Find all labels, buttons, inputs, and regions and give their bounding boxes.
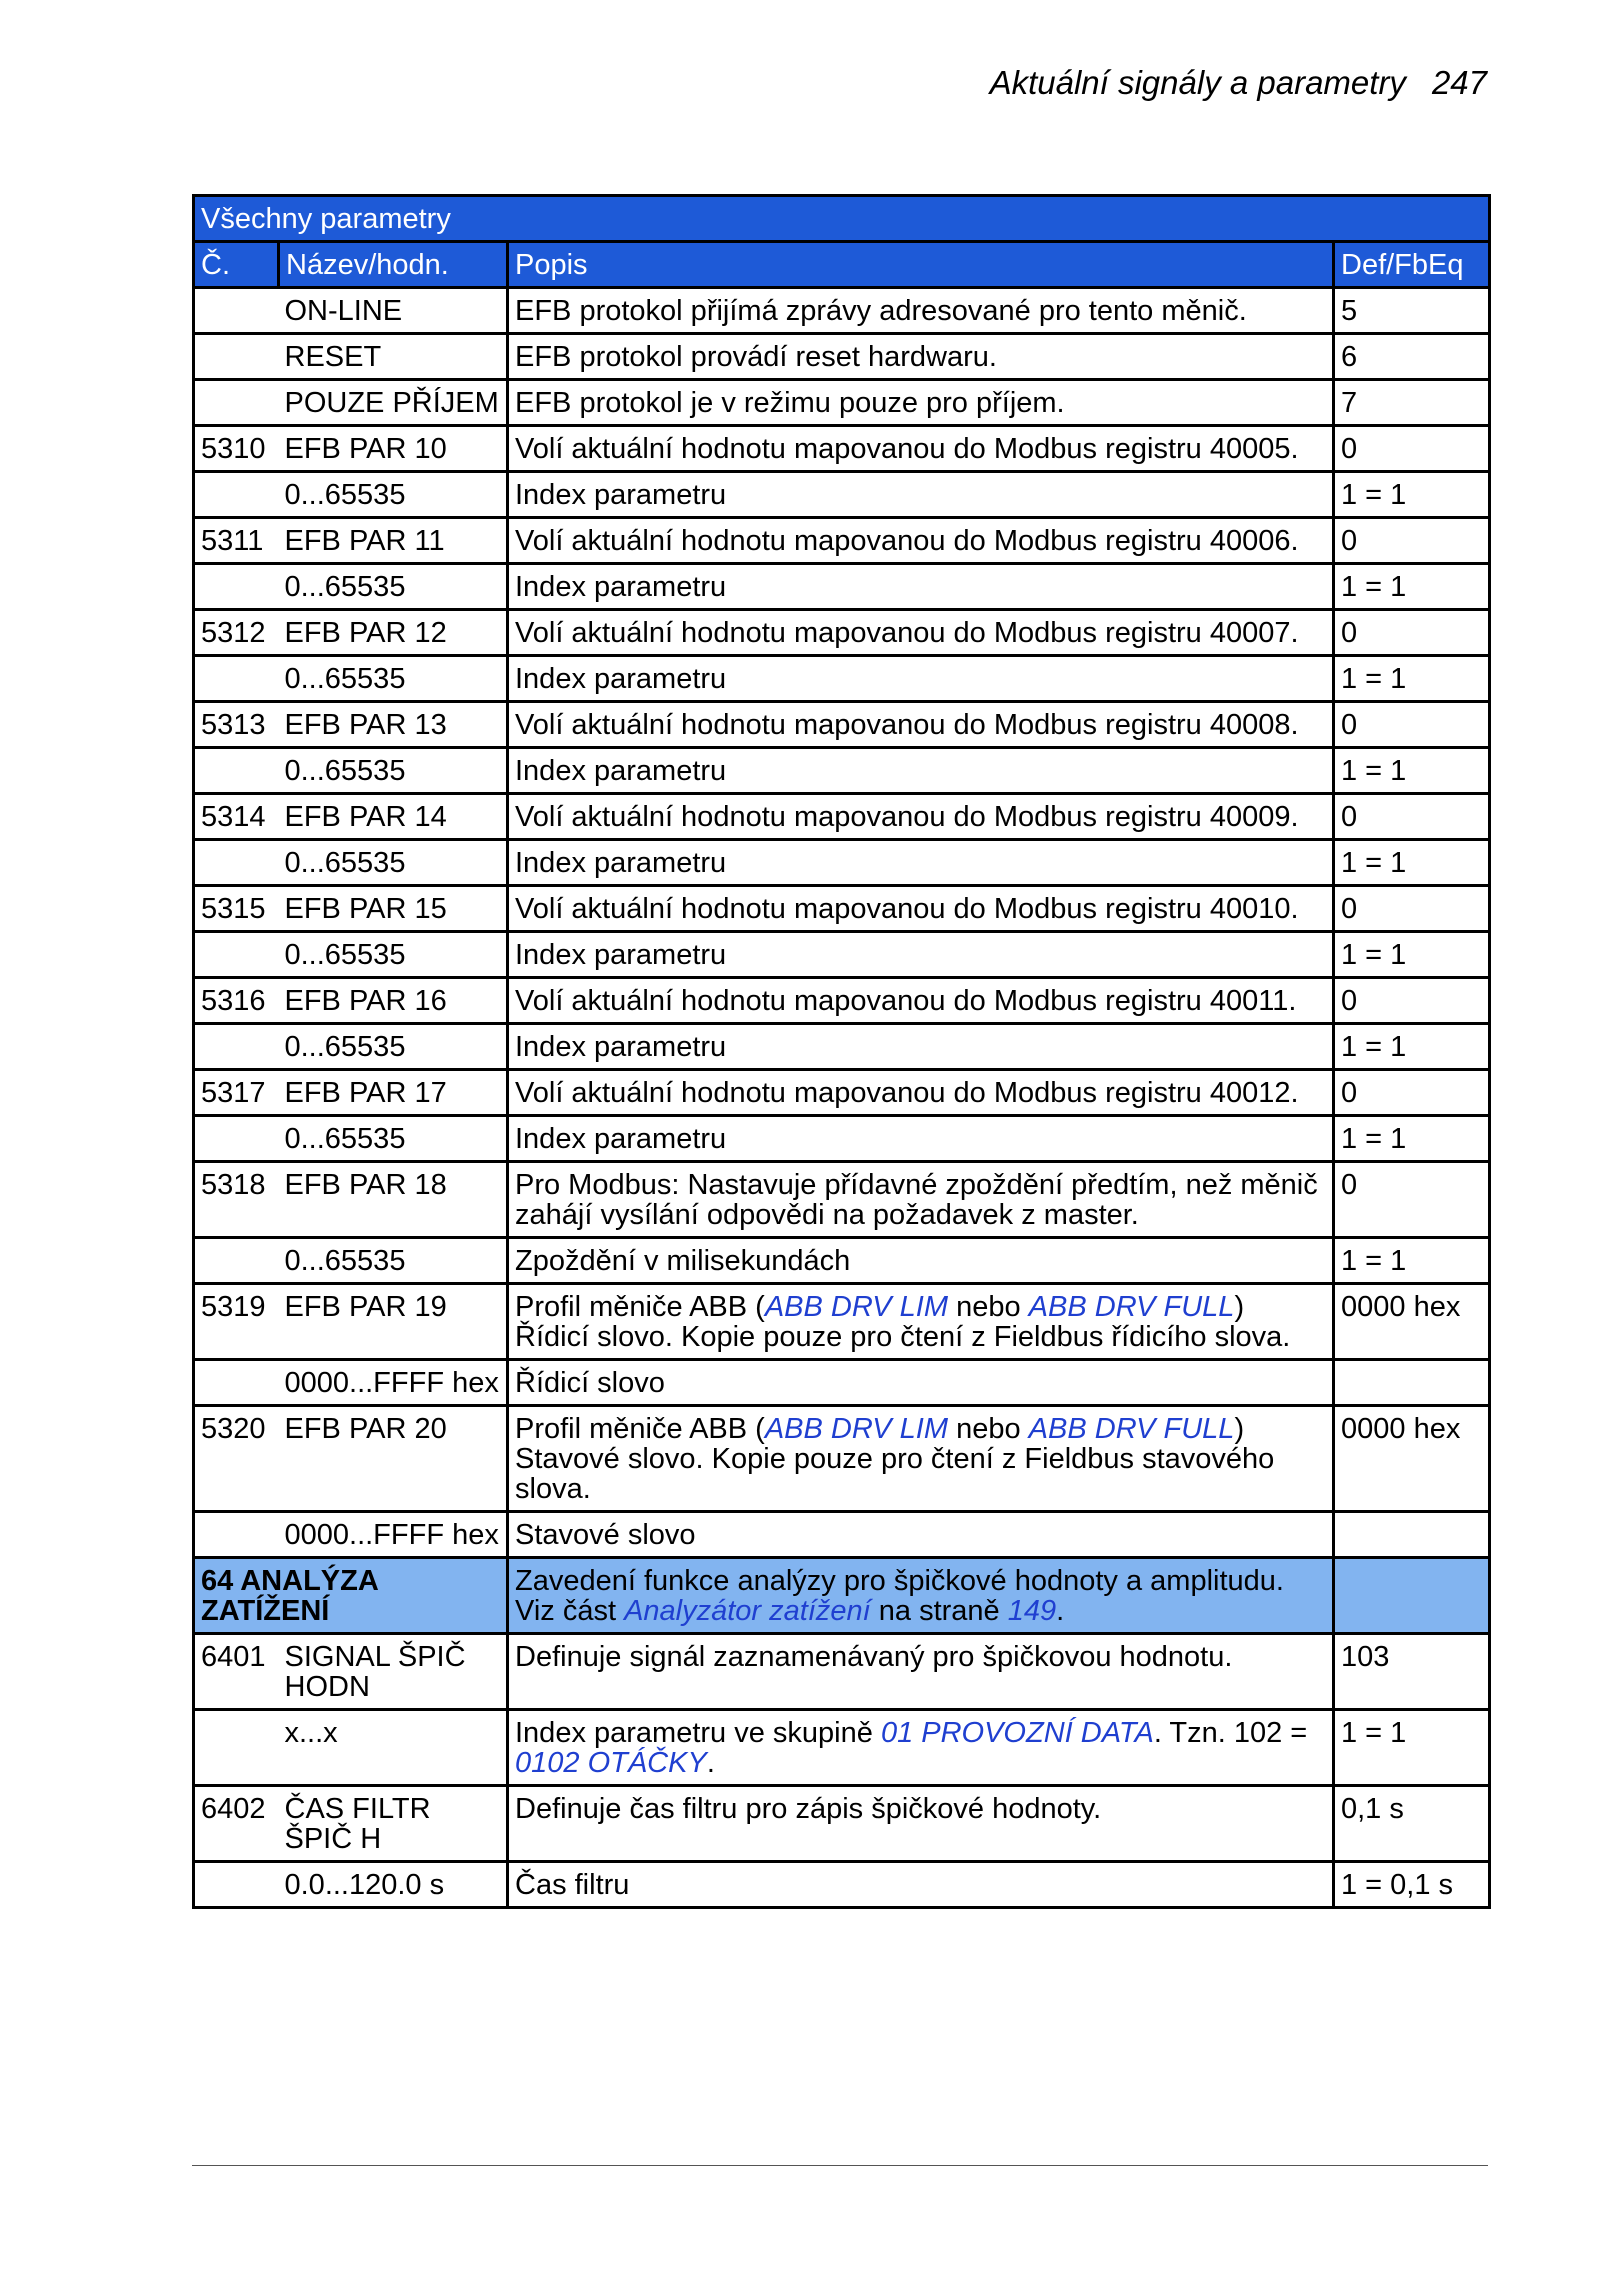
table-row [194,748,1490,794]
param-default: 1 = 0,1 s [1334,1862,1490,1908]
param-default: 1 = 1 [1334,1024,1490,1070]
table-row [194,840,1490,886]
param-description: EFB protokol provádí reset hardwaru. [508,334,1334,380]
param-description [508,1710,1334,1786]
table-row [194,472,1490,518]
table-row [194,610,1490,656]
cross-reference-link[interactable]: 149 [1007,1595,1057,1627]
param-number: 5311 [194,518,279,564]
param-name: EFB PAR 11 [279,518,508,564]
param-name: x...x [279,1710,508,1786]
param-name: EFB PAR 13 [279,702,508,748]
param-description: Definuje signál zaznamenávaný pro špičkovou hodnotu. [508,1634,1334,1710]
param-default: 1 = 1 [1334,840,1490,886]
cross-reference-link[interactable]: ABB DRV FULL [1028,1291,1235,1323]
param-number: 5317 [194,1070,279,1116]
cross-reference-link[interactable]: ABB DRV LIM [764,1413,949,1445]
param-description: Pro Modbus: Nastavuje přídavné zpoždění předtím, než měnič zahájí vysílání odpovědi na požadavek z master. [508,1162,1334,1238]
param-number [194,1238,279,1284]
param-name: EFB PAR 10 [279,426,508,472]
footer-divider [192,2165,1488,2166]
param-description: Volí aktuální hodnotu mapovanou do Modbus registru 40010. [508,886,1334,932]
param-default: 1 = 1 [1334,1116,1490,1162]
cross-reference-link[interactable]: Analyzátor zatížení [624,1595,871,1627]
table-row [194,288,1490,334]
param-default [1334,1558,1490,1634]
description-text: nebo [948,1291,1029,1323]
description-text: Index parametru ve skupině [515,1717,881,1749]
cross-reference-link[interactable]: ABB DRV FULL [1028,1413,1235,1445]
cross-reference-link[interactable]: 01 PROVOZNÍ DATA [880,1717,1154,1749]
table-row [194,564,1490,610]
table-title-row [194,196,1490,242]
param-number: 5320 [194,1406,279,1512]
param-number [194,1512,279,1558]
table-row [194,426,1490,472]
table-row [194,1116,1490,1162]
param-description: Definuje čas filtru pro zápis špičkové hodnoty. [508,1786,1334,1862]
param-number: 5310 [194,426,279,472]
param-name: SIGNAL ŠPIČ HODN [279,1634,508,1710]
param-name: 0.0...120.0 s [279,1862,508,1908]
column-header-default: Def/FbEq [1334,242,1490,288]
table-row [194,886,1490,932]
param-name: EFB PAR 14 [279,794,508,840]
param-description: Index parametru [508,748,1334,794]
param-name: EFB PAR 12 [279,610,508,656]
param-default: 0 [1334,518,1490,564]
param-number: 6401 [194,1634,279,1710]
param-number [194,748,279,794]
param-number [194,380,279,426]
table-row [194,1406,1490,1512]
param-number [194,1360,279,1406]
param-default: 7 [1334,380,1490,426]
param-description: Index parametru [508,472,1334,518]
param-default: 0 [1334,1070,1490,1116]
param-name: 0000...FFFF hex [279,1512,508,1558]
param-name: 0...65535 [279,932,508,978]
parameters-table [192,194,1491,1909]
column-header-description: Popis [508,242,1334,288]
param-description: Řídicí slovo [508,1360,1334,1406]
param-description: Volí aktuální hodnotu mapovanou do Modbus registru 40005. [508,426,1334,472]
param-number: 5312 [194,610,279,656]
page-header-title: Aktuální signály a parametry [989,64,1406,101]
param-description: Volí aktuální hodnotu mapovanou do Modbus registru 40009. [508,794,1334,840]
param-default: 0 [1334,426,1490,472]
param-name: ČAS FILTR ŠPIČ H [279,1786,508,1862]
param-default: 1 = 1 [1334,1238,1490,1284]
param-name: POUZE PŘÍJEM [279,380,508,426]
table-row [194,702,1490,748]
group-row [194,1558,1490,1634]
table-row [194,656,1490,702]
param-name: 0...65535 [279,748,508,794]
description-text: . Tzn. 102 = [1153,1717,1308,1749]
param-default: 0,1 s [1334,1786,1490,1862]
param-name: EFB PAR 16 [279,978,508,1024]
table-row [194,334,1490,380]
description-text: ) Stavové slovo. Kopie pouze pro čtení z Fieldbus stavového slova. [515,1413,1275,1505]
description-text: ) Řídicí slovo. Kopie pouze pro čtení z Fieldbus řídicího slova. [515,1291,1291,1353]
param-name: 0...65535 [279,1238,508,1284]
param-default: 1 = 1 [1334,472,1490,518]
param-number [194,840,279,886]
description-text: Profil měniče ABB ( [515,1291,765,1323]
param-number [194,1710,279,1786]
table-header-row [194,242,1490,288]
param-default: 0000 hex [1334,1284,1490,1360]
cross-reference-link[interactable]: ABB DRV LIM [764,1291,949,1323]
param-default: 0 [1334,978,1490,1024]
param-name: EFB PAR 18 [279,1162,508,1238]
table-row [194,1238,1490,1284]
column-header-number: Č. [194,242,279,288]
param-name: 0...65535 [279,472,508,518]
param-number: 5313 [194,702,279,748]
group-name: 64 ANALÝZA ZATÍŽENÍ [194,1558,508,1634]
param-default [1334,1360,1490,1406]
page-number: 247 [1431,64,1487,101]
param-number: 6402 [194,1786,279,1862]
param-number [194,1024,279,1070]
param-description [508,1284,1334,1360]
table-row [194,1710,1490,1786]
param-number [194,472,279,518]
param-description: Čas filtru [508,1862,1334,1908]
column-header-name: Název/hodn. [279,242,508,288]
param-default: 103 [1334,1634,1490,1710]
param-default: 0 [1334,702,1490,748]
description-text: Profil měniče ABB ( [515,1413,765,1445]
param-description: Index parametru [508,656,1334,702]
table-row [194,932,1490,978]
param-name: EFB PAR 17 [279,1070,508,1116]
table-row [194,1360,1490,1406]
table-row [194,518,1490,564]
table-row [194,794,1490,840]
table-title: Všechny parametry [194,196,1490,242]
param-name: EFB PAR 15 [279,886,508,932]
table-row [194,1862,1490,1908]
param-name: 0...65535 [279,1024,508,1070]
table-row [194,1284,1490,1360]
description-text: nebo [948,1413,1029,1445]
param-description: Volí aktuální hodnotu mapovanou do Modbus registru 40007. [508,610,1334,656]
description-text: . [706,1747,715,1779]
param-name: ON-LINE [279,288,508,334]
param-description: Index parametru [508,840,1334,886]
param-number: 5316 [194,978,279,1024]
param-description: Zpoždění v milisekundách [508,1238,1334,1284]
table-row [194,1634,1490,1710]
table-row [194,1024,1490,1070]
param-number [194,334,279,380]
param-description: Volí aktuální hodnotu mapovanou do Modbus registru 40011. [508,978,1334,1024]
param-name: 0...65535 [279,656,508,702]
param-default: 1 = 1 [1334,656,1490,702]
param-default: 1 = 1 [1334,932,1490,978]
param-number [194,564,279,610]
cross-reference-link[interactable]: 0102 OTÁČKY [515,1747,707,1779]
param-number: 5318 [194,1162,279,1238]
param-default: 0000 hex [1334,1406,1490,1512]
param-number [194,1862,279,1908]
param-description: Index parametru [508,1116,1334,1162]
param-description [508,1558,1334,1634]
table-row [194,1162,1490,1238]
param-default: 0 [1334,1162,1490,1238]
param-number [194,932,279,978]
param-default [1334,1512,1490,1558]
param-default: 1 = 1 [1334,1710,1490,1786]
param-default: 0 [1334,610,1490,656]
page-header [990,64,1487,102]
param-description: Volí aktuální hodnotu mapovanou do Modbus registru 40006. [508,518,1334,564]
param-name: 0...65535 [279,1116,508,1162]
description-text: Zavedení funkce analýzy pro špičkové hodnoty a amplitudu. Viz část [515,1565,1284,1627]
param-number [194,288,279,334]
param-name: 0...65535 [279,840,508,886]
param-name: EFB PAR 19 [279,1284,508,1360]
param-description: Volí aktuální hodnotu mapovanou do Modbus registru 40012. [508,1070,1334,1116]
table-row [194,1512,1490,1558]
param-default: 1 = 1 [1334,564,1490,610]
param-number [194,1116,279,1162]
param-name: EFB PAR 20 [279,1406,508,1512]
param-description: Index parametru [508,1024,1334,1070]
param-default: 0 [1334,886,1490,932]
table-row [194,380,1490,426]
param-default: 6 [1334,334,1490,380]
param-description: Volí aktuální hodnotu mapovanou do Modbus registru 40008. [508,702,1334,748]
param-name: 0...65535 [279,564,508,610]
param-description: EFB protokol je v režimu pouze pro příjem. [508,380,1334,426]
param-number: 5319 [194,1284,279,1360]
description-text: . [1056,1595,1065,1627]
param-description [508,1406,1334,1512]
table-row [194,1070,1490,1116]
table-body [194,288,1490,1908]
param-description: EFB protokol přijímá zprávy adresované pro tento měnič. [508,288,1334,334]
param-name: RESET [279,334,508,380]
param-name: 0000...FFFF hex [279,1360,508,1406]
table-row [194,1786,1490,1862]
description-text: na straně [870,1595,1008,1627]
param-description: Index parametru [508,564,1334,610]
param-number: 5314 [194,794,279,840]
param-number: 5315 [194,886,279,932]
param-number [194,656,279,702]
param-default: 0 [1334,794,1490,840]
table-row [194,978,1490,1024]
param-default: 5 [1334,288,1490,334]
param-description: Index parametru [508,932,1334,978]
param-description: Stavové slovo [508,1512,1334,1558]
param-default: 1 = 1 [1334,748,1490,794]
